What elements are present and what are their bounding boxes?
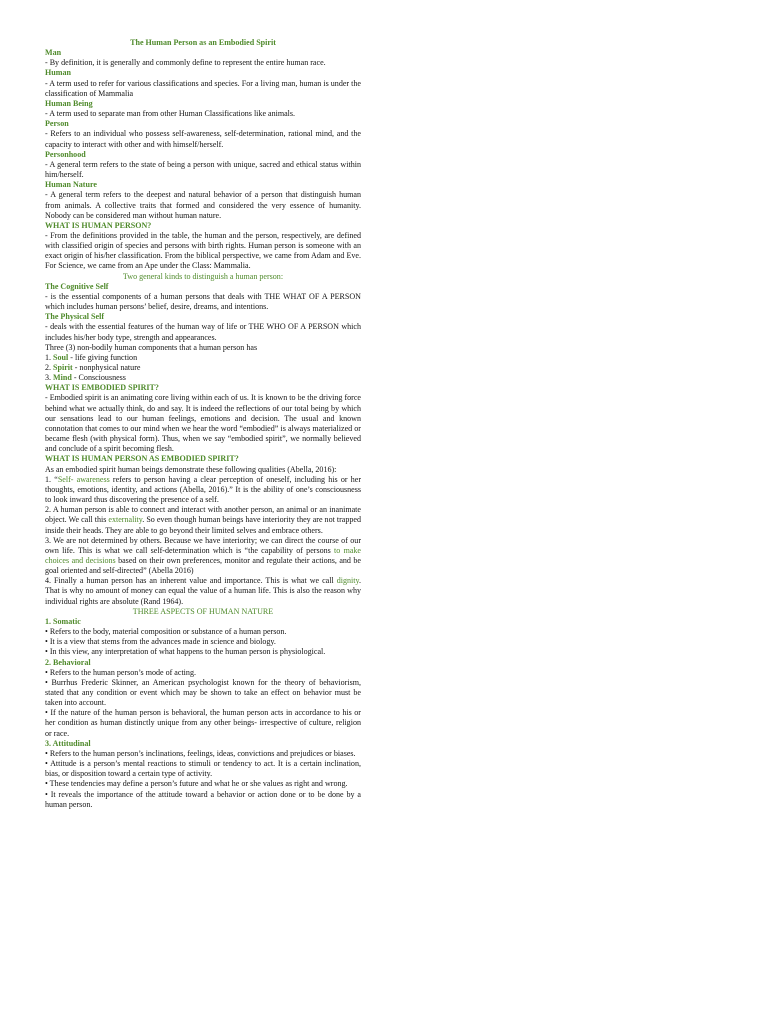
quality-text: based on their own preferences, monitor and regulate their actions, and be goal oriented and self-directed” (Abella 2016)	[45, 555, 361, 576]
heading-cognitive-self: The Cognitive Self	[45, 281, 109, 291]
paragraph-embodied-spirit: - Embodied spirit is an animating core living within each of us. It is known to be the driving force behind what we actually think, do and say. It is indeed the reflections of our total being by which our sensations lead to our human feelings, emotions and decision. The usual and known connotation that comes to our mind when we hear the word “embodied” is always materialized or became flesh (with physical form). Thus, when we say “embodied spirit”, we normally believed and conclude of a spirit becoming flesh.	[45, 393, 361, 454]
heading-human-nature: Human Nature	[45, 180, 97, 190]
bullet-item: • If the nature of the human person is behavioral, the human person acts in accordance to his or her condition as human distinctly unique from any other beings- irrespective of culture, religion or race.	[45, 708, 361, 738]
bullet-item: • Refers to the body, material composition or substance of a human person.	[45, 627, 287, 637]
heading-human: Human	[45, 68, 71, 78]
heading-personhood: Personhood	[45, 149, 86, 159]
bullet-item: • It reveals the importance of the attitude toward a behavior or action done or to be done by a human person.	[45, 789, 361, 809]
bullet-item: • These tendencies may define a person’s future and what he or she values as right and wrong.	[45, 779, 348, 789]
paragraph-cognitive-self: - is the essential components of a human persons that deals with THE WHAT OF A PERSON which includes human persons’ belief, desire, dreams, and intentions.	[45, 291, 361, 312]
component-mind	[45, 373, 361, 383]
bullet-item: • Refers to the human person’s inclinations, feelings, ideas, convictions and prejudices or biases.	[45, 748, 356, 758]
heading-physical-self: The Physical Self	[45, 312, 105, 322]
quality-prefix: 2. A human person is able to connect and interact with another person, an animal or an inanimate object. We call this	[45, 505, 361, 525]
quality-term: Self- awareness	[57, 474, 110, 484]
subtitle-two-kinds: Two general kinds to distinguish a human person:	[122, 271, 284, 281]
quality-term: dignity	[336, 576, 359, 586]
component-term: Soul	[53, 352, 69, 362]
quality-self-determination	[45, 536, 361, 577]
quality-prefix: 4. Finally a human person has an inherent value and importance. This is what we call	[45, 576, 337, 586]
definition-person: - Refers to an individual who possess self-awareness, self-determination, rational mind, and the capacity to interact with other and with himself/herself.	[45, 129, 361, 149]
heading-human-being: Human Being	[45, 98, 93, 108]
heading-behavioral: 2. Behavioral	[45, 657, 91, 667]
definition-human-nature: - A general term refers to the deepest and natural behavior of a person that distinguish human from animals. A collective traits that formed and considered the very essence of humanity. Nobody can be considered man without human nature.	[45, 190, 361, 220]
heading-what-is-human-person: WHAT IS HUMAN PERSON?	[45, 220, 152, 230]
definition-man: - By definition, it is generally and commonly define to represent the entire human race.	[45, 58, 326, 68]
quality-text: . That is why no amount of money can equal the value of a human life. This is also the reason why individual rights are absolute (Rand 1964).	[45, 576, 361, 606]
document-title: The Human Person as an Embodied Spirit	[130, 38, 276, 47]
components-intro: Three (3) non-bodily human components that a human person has	[45, 342, 258, 352]
heading-embodied-spirit: WHAT IS EMBODIED SPIRIT?	[45, 383, 159, 393]
component-term: Mind	[53, 373, 72, 383]
component-soul	[45, 353, 361, 363]
component-number: 1.	[45, 352, 54, 362]
bullet-item: • Attitude is a person’s mental reactions to stimuli or tendency to act. It is a certain inclination, bias, or disposition toward a certain type of activity.	[45, 759, 361, 779]
heading-human-as-embodied-spirit: WHAT IS HUMAN PERSON AS EMBODIED SPIRIT?	[45, 454, 239, 464]
quality-prefix: 1. “	[45, 474, 58, 484]
bullet-item: • Burrhus Frederic Skinner, an American psychologist known for the theory of behaviorism, stated that any condition or event which may be shown to take an effect on behavior must be taken into account.	[45, 677, 361, 708]
component-term: Spirit	[53, 363, 73, 372]
quality-dignity	[45, 576, 361, 606]
quality-text: refers to person having a clear perception of oneself, including his or her thoughts, emotions, identity, and actions (Abella, 2016).” It is the ability of one’s consciousness to look inward thus discovering the presence of a self.	[45, 474, 362, 505]
component-number: 3.	[45, 373, 54, 383]
heading-man: Man	[45, 48, 62, 58]
quality-term: to make choices and decisions	[45, 545, 361, 565]
definition-personhood: - A general term refers to the state of being a person with unique, sacred and ethical status within him/herself.	[45, 159, 361, 180]
qualities-intro: As an embodied spirit human beings demonstrate these following qualities (Abella, 2016):	[45, 464, 337, 474]
quality-text: . So even though human beings have interiority they are not trapped inside their heads. They are able to go beyond their limited selves and embrace others.	[45, 515, 361, 535]
bullet-item: • In this view, any interpretation of what happens to the human person is physiological.	[45, 647, 326, 657]
definition-human-being: - A term used to separate man from other Human Classifications like animals.	[45, 109, 296, 119]
paragraph-physical-self: - deals with the essential features of the human way of life or THE WHO OF A PERSON which includes his/her body type, strength and appearances.	[45, 322, 361, 342]
component-number: 2.	[45, 363, 54, 372]
quality-term: externality	[108, 515, 143, 525]
document-body	[45, 38, 361, 810]
component-desc: - nonphysical nature	[72, 363, 141, 372]
bullet-item: • It is a view that stems from the advances made in science and biology.	[45, 637, 276, 647]
component-spirit	[45, 363, 361, 373]
bullet-item: • Refers to the human person’s mode of acting.	[45, 667, 196, 677]
quality-prefix: 3. We are not determined by others. Because we have interiority; we can direct the course of our own life. This is what we call self-determination which is “the capability of persons	[45, 535, 361, 555]
subtitle-three-aspects: THREE ASPECTS OF HUMAN NATURE	[132, 606, 274, 616]
heading-person: Person	[45, 119, 69, 129]
component-desc: - life giving function	[68, 352, 138, 362]
quality-self-awareness	[45, 475, 361, 505]
component-desc: - Consciousness	[71, 373, 126, 383]
heading-somatic: 1. Somatic	[45, 616, 81, 626]
heading-attitudinal: 3. Attitudinal	[45, 738, 91, 748]
quality-externality	[45, 505, 361, 535]
definition-human: - A term used to refer for various classifications and species. For a living man, human is under the classification of Mammalia	[45, 78, 361, 98]
paragraph-what-is-human-person: - From the definitions provided in the table, the human and the person, respectively, are defined with classified origin of species and persons with birth rights. Human person is someone with an exact origin of his/her classification. From the biblical perspective, we came from Adam and Eve. For Science, we came from an Ape under the Class: Mammalia.	[45, 230, 361, 271]
